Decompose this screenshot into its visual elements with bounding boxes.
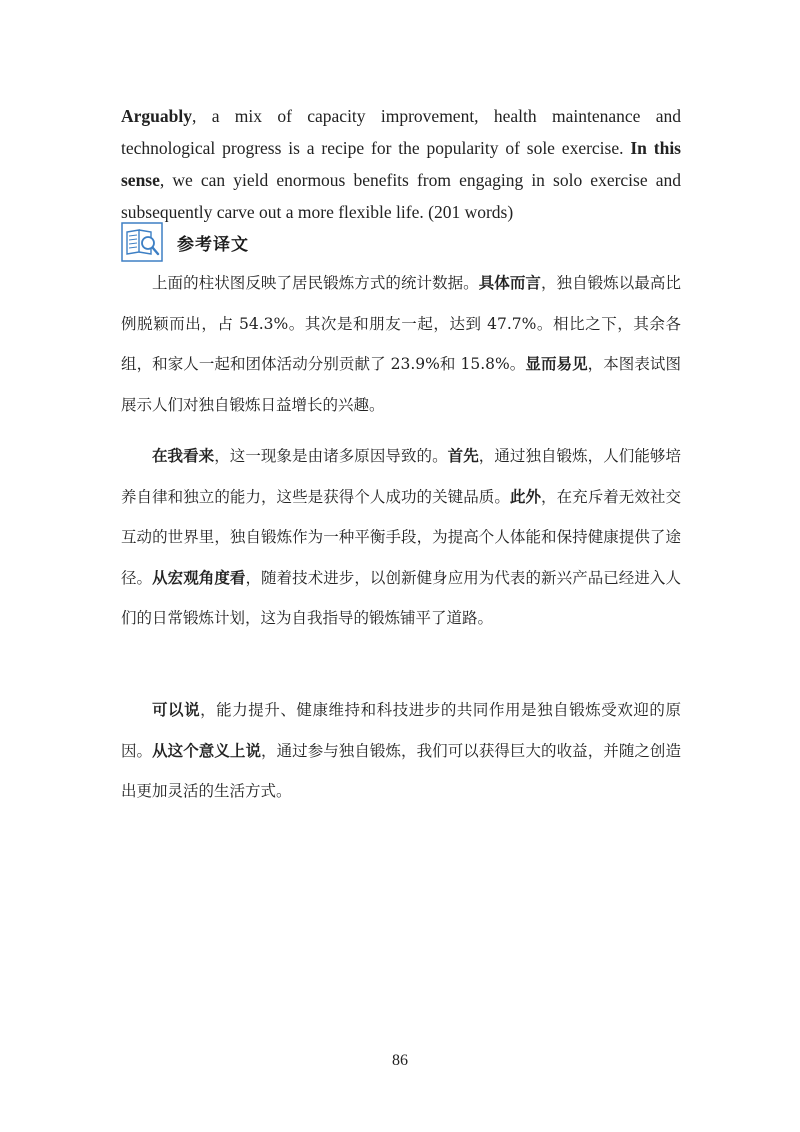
paragraph-text: ，在充斥着无效社交互动的世界里，独自锻炼作为一种平衡手段，为提高个人体能和保持健康提供了途径。 — [121, 487, 681, 587]
bold-phrase: 从这个意义上说 — [152, 740, 262, 760]
bold-phrase: 此外 — [509, 486, 542, 506]
page-number: 86 — [392, 1052, 408, 1069]
english-conclusion-paragraph — [121, 100, 681, 228]
paragraph-text: ，这一现象是由诸多原因导致的。 — [214, 447, 448, 465]
paragraph-text: ，独自锻炼以最高比例脱颖而出，占 54.3%。其次是和朋友一起，达到 47.7%。相比之下，其余各组，和家人一起和团体活动分别贡献了 23.9%和 15.8%。 — [121, 274, 681, 373]
book-magnifier-icon — [121, 222, 163, 262]
translation-paragraph-2 — [121, 436, 681, 639]
paragraph-text: , a mix of capacity improvement, health maintenance and technological progress is a recipe for the popularity of sole exercise. — [121, 106, 681, 158]
paragraph-text: ，通过参与独自锻炼，我们可以获得巨大的收益，并随之创造出更加灵活的生活方式。 — [121, 741, 681, 800]
translation-paragraph-1 — [121, 263, 681, 425]
section-heading — [121, 222, 249, 262]
bold-phrase: 可以说 — [152, 700, 201, 719]
bold-phrase: 在我看来 — [152, 446, 215, 465]
paragraph-text: ，通过独自锻炼，人们能够培养自律和独立的能力，这些是获得个人成功的关键品质。 — [121, 447, 681, 506]
bold-phrase: Arguably — [121, 106, 192, 126]
paragraph-text: ，能力提升、健康维持和科技进步的共同作用是独自锻炼受欢迎的原因。 — [121, 701, 681, 760]
bold-phrase: 首先 — [447, 446, 479, 465]
bold-phrase: 显而易见 — [525, 354, 588, 373]
paragraph-text: , we can yield enormous benefits from engaging in solo exercise and subsequently carve out a more flexible life. (201 words) — [121, 170, 681, 222]
bold-phrase: 从宏观角度看 — [152, 567, 246, 587]
paragraph-text: ，随着技术进步，以创新健身应用为代表的新兴产品已经进入人们的日常锻炼计划，这为自我指导的锻炼铺平了道路。 — [121, 568, 681, 627]
bold-phrase: In this sense — [121, 138, 681, 190]
section-title: 参考译文 — [177, 234, 249, 255]
paragraph-text: ，本图表试图展示人们对独自锻炼日益增长的兴趣。 — [121, 355, 681, 414]
translation-paragraph-3 — [121, 690, 681, 812]
bold-phrase: 具体而言 — [478, 273, 541, 292]
paragraph-text: 上面的柱状图反映了居民锻炼方式的统计数据。 — [152, 274, 479, 292]
